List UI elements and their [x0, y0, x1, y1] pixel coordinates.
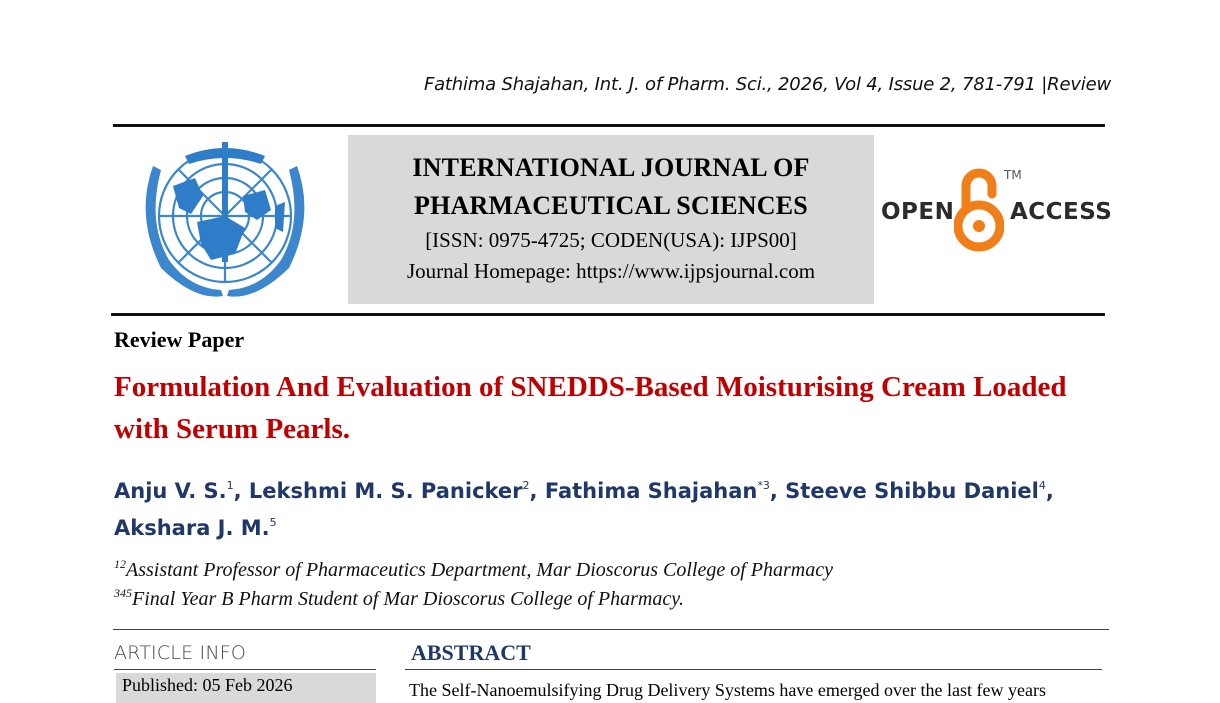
affiliation: $^{12}$Assistant Professor of Pharmaceutics Department, Mar Dioscorus College of Pharmacy	[114, 557, 833, 581]
author-sup: 1	[226, 479, 234, 492]
journal-homepage[interactable]: Journal Homepage: https://www.ijpsjournal.com	[406, 259, 816, 283]
header-rule-bottom	[111, 313, 1105, 316]
issn-line: [ISSN: 0975-4725; CODEN(USA): IJPS00]	[425, 228, 797, 252]
header-rule-top	[113, 124, 1105, 127]
open-access-lock-icon	[954, 164, 1004, 256]
running-head: Fathima Shajahan, Int. J. of Pharm. Sci., 2026, Vol 4, Issue 2, 781-791 |Review	[423, 74, 1111, 95]
article-info-rule	[114, 669, 376, 670]
open-access-right-word: ACCESS	[1010, 199, 1113, 225]
article-title: Formulation And Evaluation of SNEDDS-Based Moisturising Cream Loaded with Serum Pearls.	[114, 371, 1067, 445]
open-access-logo	[878, 160, 1113, 260]
author-sup: 2	[522, 479, 530, 492]
section-divider	[113, 629, 1109, 630]
abstract-heading: ABSTRACT	[411, 640, 531, 665]
open-access-left-word: OPEN	[881, 199, 955, 225]
author-name: Anju V. S.	[114, 479, 227, 503]
trademark-mark: TM	[1004, 168, 1022, 182]
author-sup: 5	[269, 516, 277, 529]
article-type: Review Paper	[114, 327, 245, 352]
author-name: Lekshmi M. S. Panicker	[248, 479, 523, 503]
journal-title: INTERNATIONAL JOURNAL OF PHARMACEUTICAL SCIENCES	[412, 153, 810, 220]
article-info-heading: ARTICLE INFO	[114, 642, 247, 664]
author-list: Anju V. S.$^1$, Lekshmi M. S. Panicker$^2$, Fathima Shajahan$^{*3}$, Steeve Shibbu Daniel$^4$, Akshara J. M.$^5$	[114, 479, 1054, 540]
journal-masthead	[348, 135, 874, 304]
journal-emblem-icon	[125, 136, 325, 306]
published-date: Published: 05 Feb 2026	[116, 673, 376, 703]
author-name: Fathima Shajahan	[544, 479, 758, 503]
abstract-rule	[405, 669, 1102, 670]
affiliation: $^{345}$Final Year B Pharm Student of Mar Dioscorus College of Pharmacy.	[114, 586, 685, 610]
author-sup: 4	[1038, 479, 1046, 492]
author-name: Akshara J. M.	[114, 516, 270, 540]
author-sup: *3	[757, 479, 770, 492]
author-name: Steeve Shibbu Daniel	[785, 479, 1039, 503]
abstract-text: The Self-Nanoemulsifying Drug Delivery Systems have emerged over the last few years	[409, 680, 1046, 700]
